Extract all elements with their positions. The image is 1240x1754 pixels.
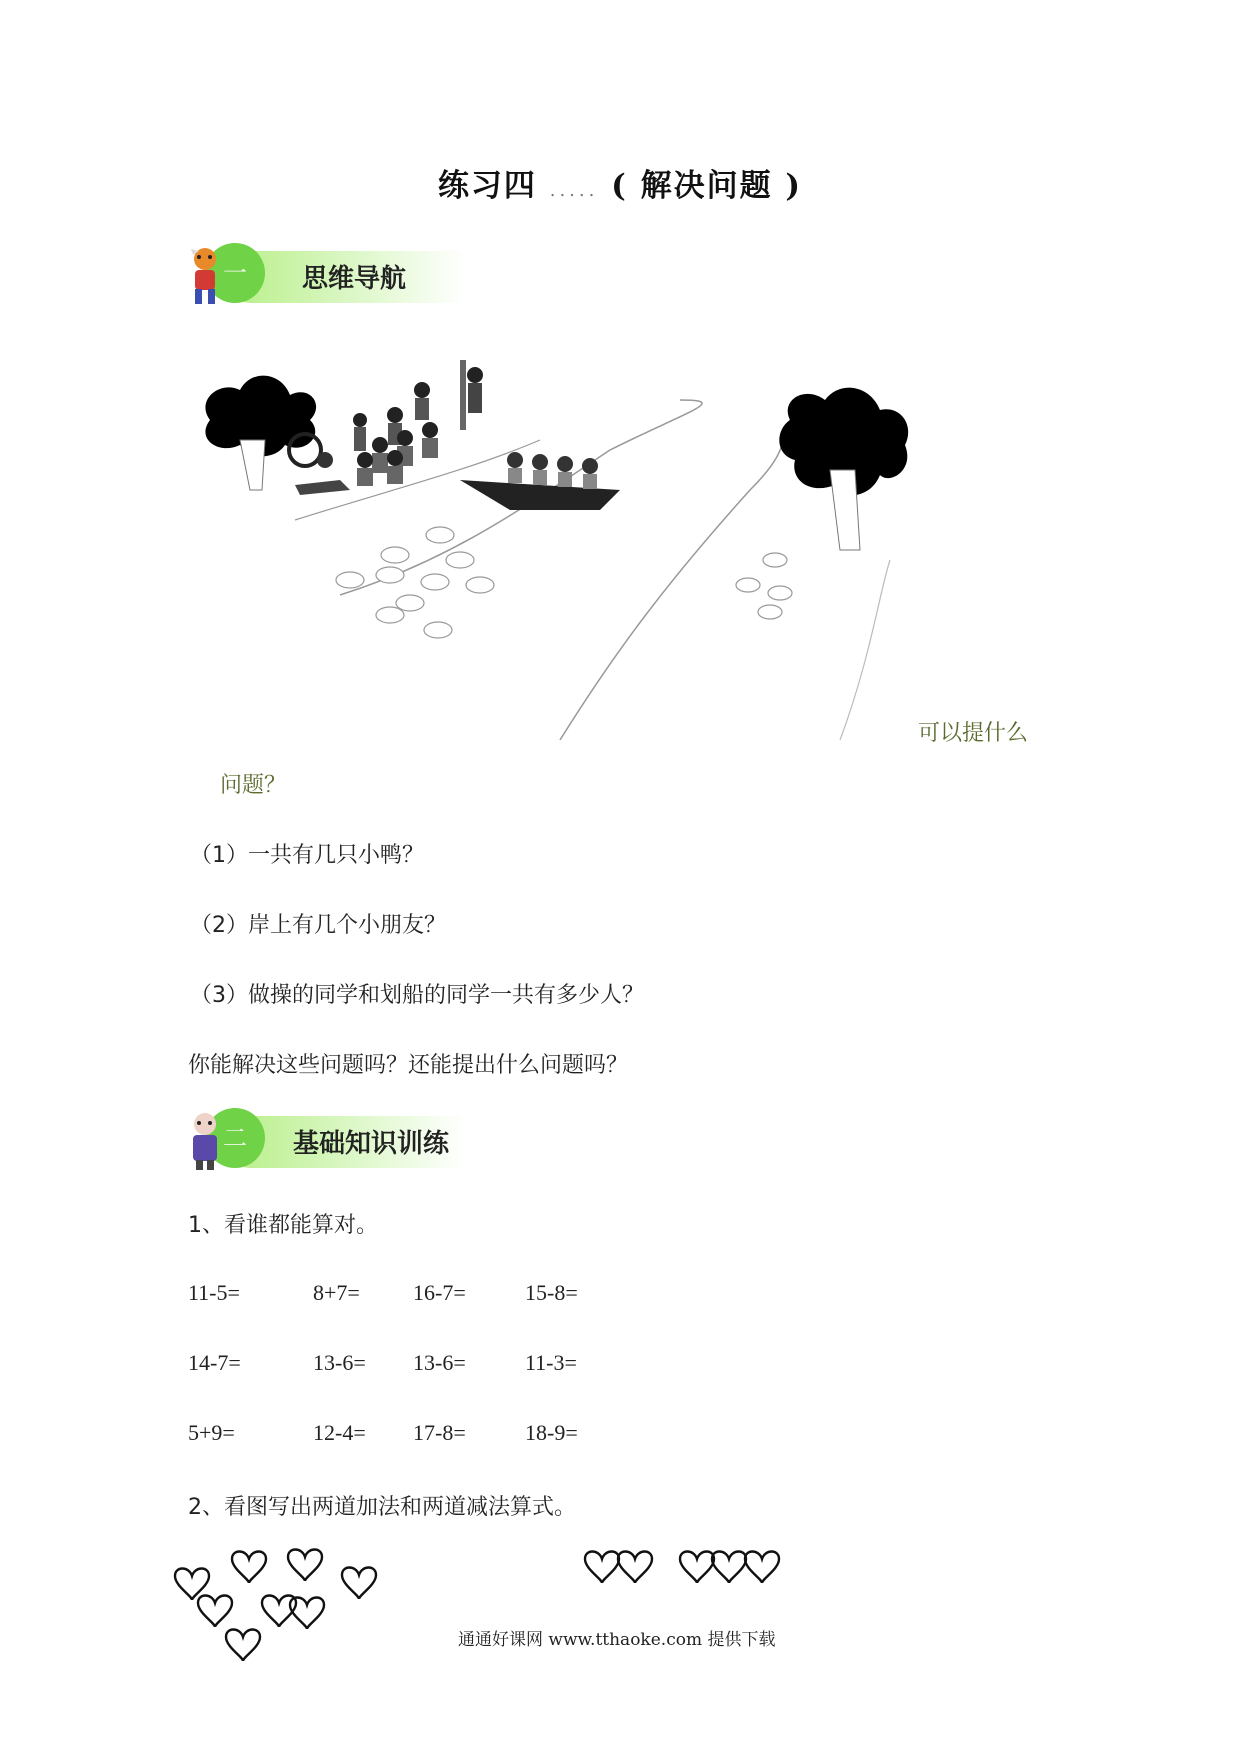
- heart-icon: [226, 1630, 260, 1662]
- mascot-icon: [185, 1110, 225, 1172]
- exercise-item: 15-8=: [525, 1280, 578, 1305]
- hearts-illustration: [170, 1545, 810, 1675]
- river-scene-illustration: [190, 360, 1050, 740]
- page-title: [0, 160, 1240, 205]
- title-dots: .....: [549, 180, 599, 201]
- footer-source: 通通好课网 www.tthaoke.com 提供下载: [458, 1630, 776, 1650]
- title-main: 练习四: [437, 168, 537, 204]
- section-title: 基础知识训练: [293, 1129, 450, 1159]
- heart-icon: [232, 1552, 266, 1584]
- exercise-item: 5+9=: [188, 1420, 235, 1445]
- heart-icon: [288, 1550, 322, 1582]
- tree-left-icon: [205, 376, 316, 490]
- prompt-right-text: 可以提什么: [918, 721, 1029, 746]
- section-banner-2: [185, 1110, 485, 1170]
- question-1: （1）一共有几只小鸭？: [190, 843, 424, 868]
- heart-icon: [618, 1552, 652, 1584]
- section-banner-1: [185, 245, 485, 305]
- question-3: （3）做操的同学和划船的同学一共有多少人？: [190, 983, 644, 1008]
- exercise-item: 18-9=: [525, 1420, 578, 1445]
- exercise-item: 16-7=: [413, 1280, 466, 1305]
- exercise-item: 11-5=: [188, 1280, 240, 1305]
- exercise-item: 11-3=: [525, 1350, 577, 1375]
- exercise-item: 13-6=: [313, 1350, 366, 1375]
- section-number-badge: 一: [205, 243, 265, 303]
- heart-icon: [745, 1552, 779, 1584]
- heart-icon: [585, 1552, 619, 1584]
- closing-question: 你能解决这些问题吗？还能提出什么问题吗？: [188, 1053, 629, 1078]
- tree-right-icon: [779, 388, 908, 550]
- mascot-icon: [185, 245, 225, 307]
- heart-icon: [680, 1552, 714, 1584]
- heart-icon: [342, 1568, 376, 1600]
- section-title: 思维导航: [302, 264, 407, 294]
- exercise-1-title: 1、看谁都能算对。: [188, 1213, 378, 1238]
- exercise-item: 14-7=: [188, 1350, 241, 1375]
- prompt-left-text: 问题？: [220, 773, 287, 798]
- children-group-icon: [353, 360, 483, 486]
- exercise-item: 13-6=: [413, 1350, 466, 1375]
- exercise-item: 12-4=: [313, 1420, 366, 1445]
- rowboat-icon: [460, 452, 620, 510]
- exercise-item: 8+7=: [313, 1280, 360, 1305]
- heart-icon: [198, 1596, 232, 1628]
- exercise-2-title: 2、看图写出两道加法和两道减法算式。: [188, 1495, 576, 1520]
- ducks-group-icon: [336, 527, 792, 638]
- question-2: （2）岸上有几个小朋友？: [190, 913, 446, 938]
- section-number-badge: 二: [205, 1108, 265, 1168]
- heart-icon: [712, 1552, 746, 1584]
- exercise-item: 17-8=: [413, 1420, 466, 1445]
- title-paren: ( 解决问题 ): [611, 168, 803, 204]
